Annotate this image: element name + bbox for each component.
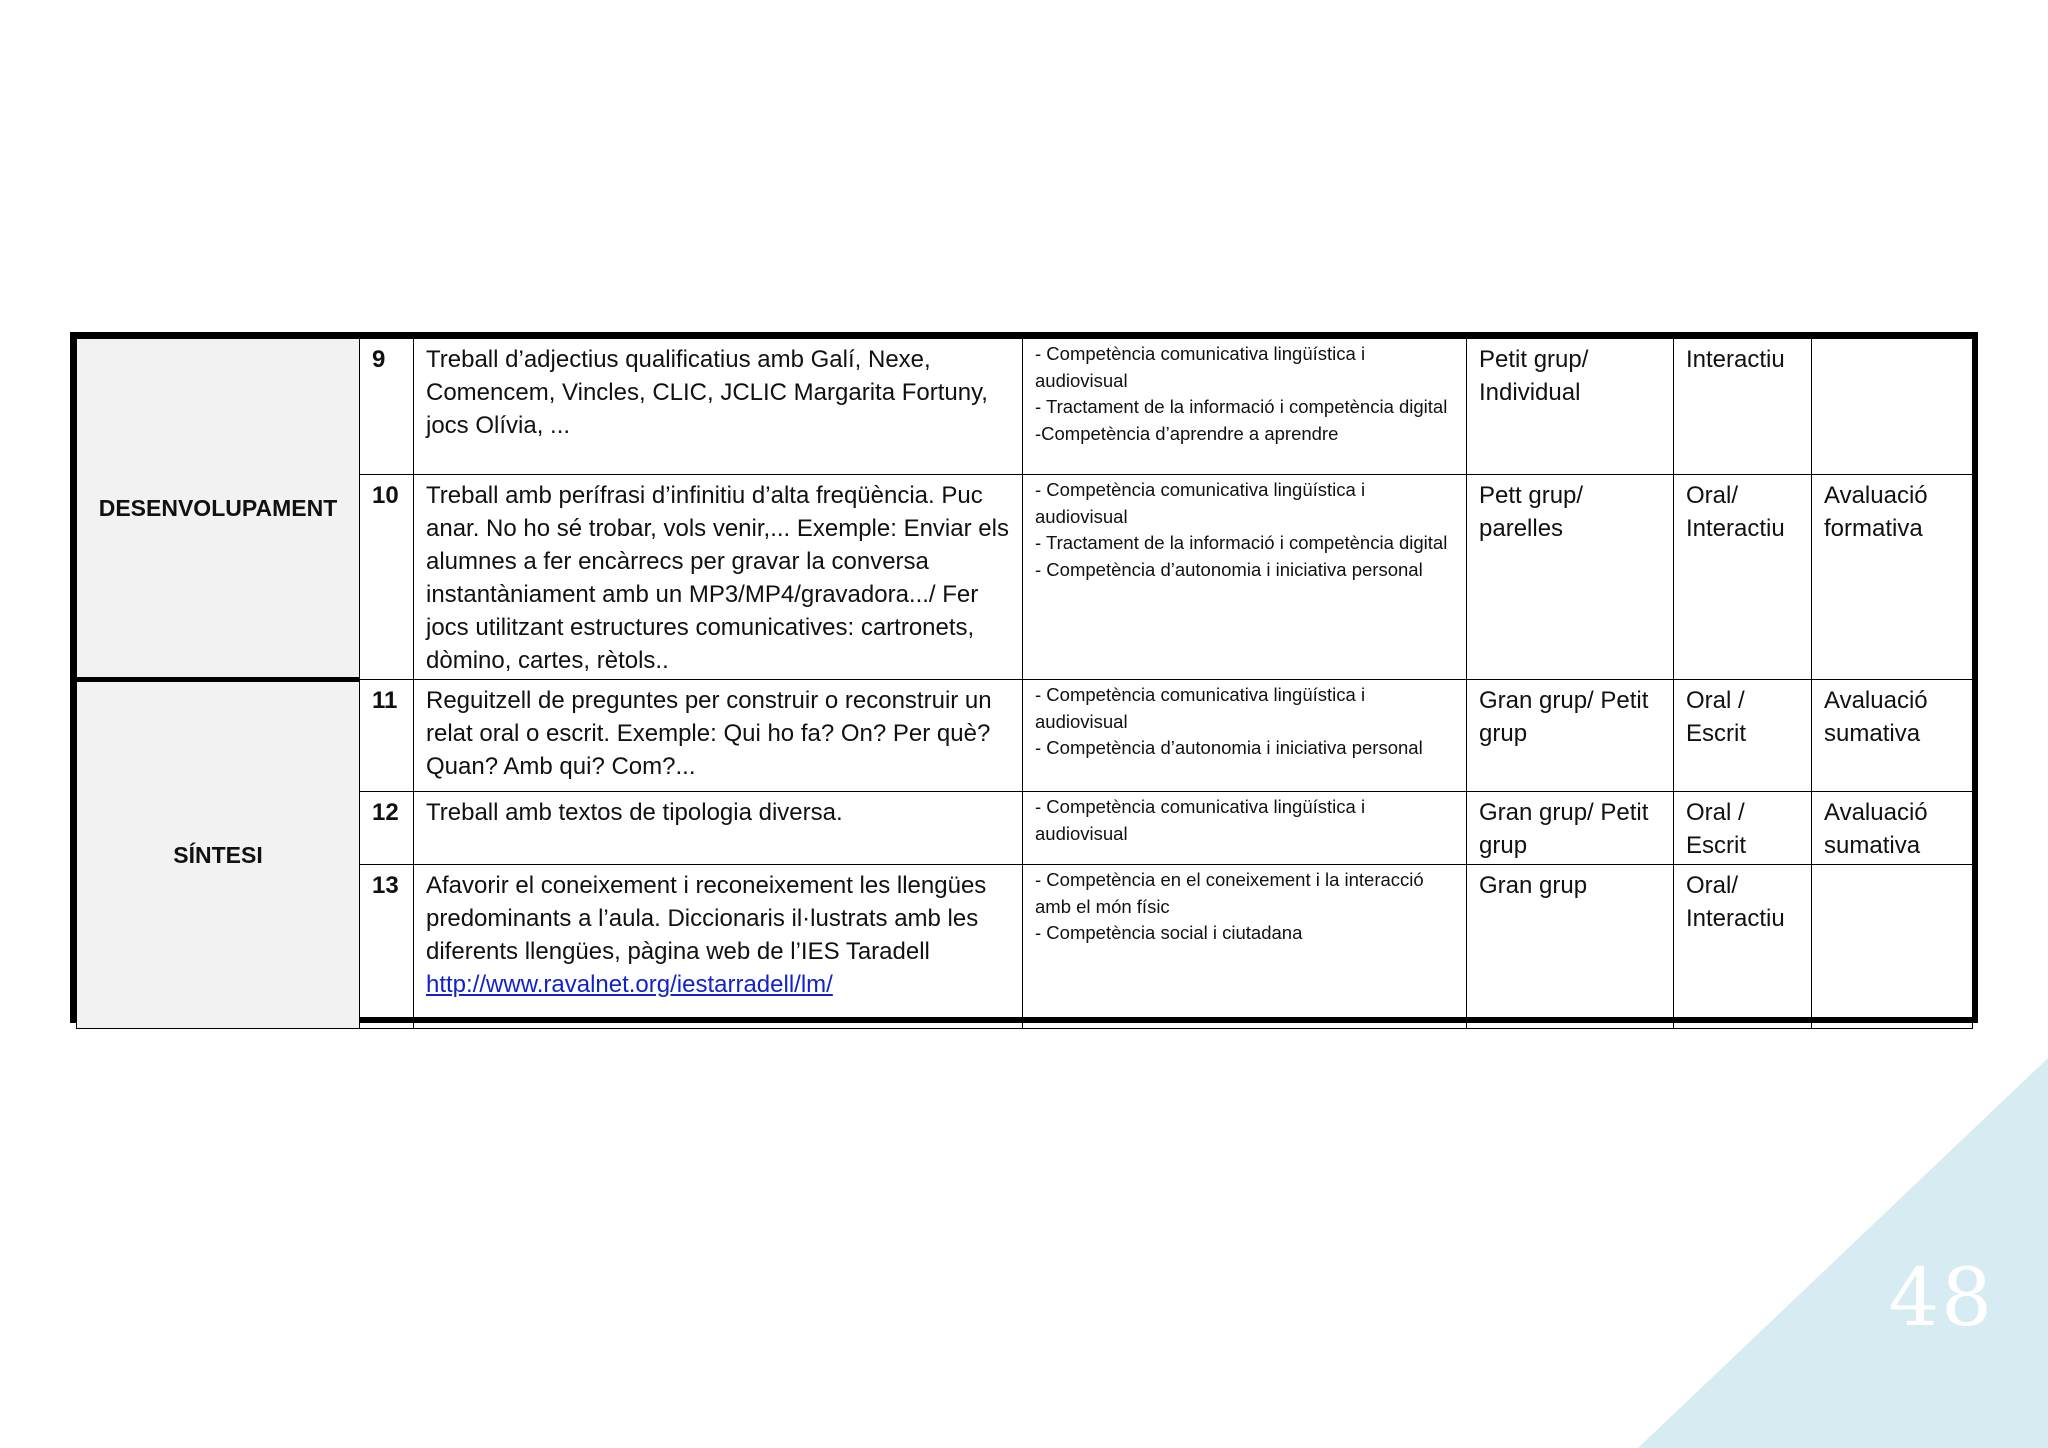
competences-cell (1023, 865, 1467, 1029)
phase-synthesis: SÍNTESI (77, 680, 360, 1029)
competence-item: - Competència d’autonomia i iniciativa personal (1035, 558, 1423, 580)
table-row (77, 339, 1973, 475)
activity-type-cell: Interactiu (1674, 339, 1812, 475)
activity-type-cell: Oral/ Interactiu (1674, 865, 1812, 1029)
competence-item: - Tractament de la informació i competència digital (1035, 532, 1448, 553)
competence-item: - Tractament de la informació i competència digital (1035, 396, 1448, 417)
table-row (77, 680, 1973, 792)
competence-item: - Competència social i ciutadana (1035, 922, 1303, 943)
competence-item: - Competència comunicativa lingüística i audiovisual (1035, 479, 1366, 527)
evaluation-cell: Avaluació sumativa (1812, 680, 1973, 792)
table-row (77, 865, 1973, 1029)
activity-description-cell (414, 865, 1023, 1029)
activity-number: 12 (360, 792, 414, 865)
activity-description: Reguitzell de preguntes per construir o reconstruir un relat oral o escrit. Exemple: Qui ho fa? On? Per què? Quan? Amb qui? Com?... (414, 680, 1023, 792)
website-link[interactable]: http://www.ravalnet.org/iestarradell/lm/ (426, 971, 833, 998)
table-row (77, 792, 1973, 865)
activity-description: Afavorir el coneixement i reconeixement les llengües predominants a l’aula. Diccionaris il·lustrats amb les diferents llengües, pàgina web de l’IES Taradell (426, 872, 987, 965)
competence-item: - Competència comunicativa lingüística i audiovisual (1035, 343, 1366, 391)
evaluation-cell: Avaluació sumativa (1812, 792, 1973, 865)
grouping-cell: Petit grup/ Individual (1467, 339, 1674, 475)
activity-description: Treball amb textos de tipologia diversa. (414, 792, 1023, 865)
activity-number: 9 (360, 339, 414, 475)
activity-description: Treball amb perífrasi d’infinitiu d’alta freqüència. Puc anar. No ho sé trobar, vols venir,... Exemple: Enviar els alumnes a fer encàrrecs per gravar la conversa instantàniament amb un MP3/MP4/gravadora.../ Fer jocs utilitzant estructures comunicatives: cartronets, dòmino, cartes, rètols.. (414, 475, 1023, 680)
competence-item: - Competència comunicativa lingüística i audiovisual (1035, 684, 1366, 732)
competences-cell (1023, 792, 1467, 865)
competence-item: -Competència d’aprendre a aprendre (1035, 422, 1339, 444)
grouping-cell: Gran grup (1467, 865, 1674, 1029)
activities-table (70, 332, 1978, 1023)
evaluation-cell (1812, 865, 1973, 1029)
grouping-cell: Gran grup/ Petit grup (1467, 680, 1674, 792)
evaluation-cell (1812, 339, 1973, 475)
competence-item: - Competència comunicativa lingüística i audiovisual (1035, 796, 1366, 844)
page-number: 48 (1888, 1251, 1994, 1344)
activity-type-cell: Oral / Escrit (1674, 680, 1812, 792)
activity-type-cell: Oral/ Interactiu (1674, 475, 1812, 680)
activity-description: Treball d’adjectius qualificatius amb Galí, Nexe, Comencem, Vincles, CLIC, JCLIC Margarita Fortuny, jocs Olívia, ... (414, 339, 1023, 475)
activity-number: 10 (360, 475, 414, 680)
activity-number: 11 (360, 680, 414, 792)
competence-item: - Competència d’autonomia i iniciativa personal (1035, 737, 1423, 758)
evaluation-cell: Avaluació formativa (1812, 475, 1973, 680)
activity-type-cell: Oral / Escrit (1674, 792, 1812, 865)
competences-cell (1023, 475, 1467, 680)
competence-item: - Competència en el coneixement i la interacció amb el món físic (1035, 869, 1424, 917)
competences-cell (1023, 339, 1467, 475)
grouping-cell: Pett grup/ parelles (1467, 475, 1674, 680)
phase-development: DESENVOLUPAMENT (77, 339, 360, 680)
grouping-cell: Gran grup/ Petit grup (1467, 792, 1674, 865)
activity-number: 13 (360, 865, 414, 1029)
table-row (77, 475, 1973, 680)
competences-cell (1023, 680, 1467, 792)
